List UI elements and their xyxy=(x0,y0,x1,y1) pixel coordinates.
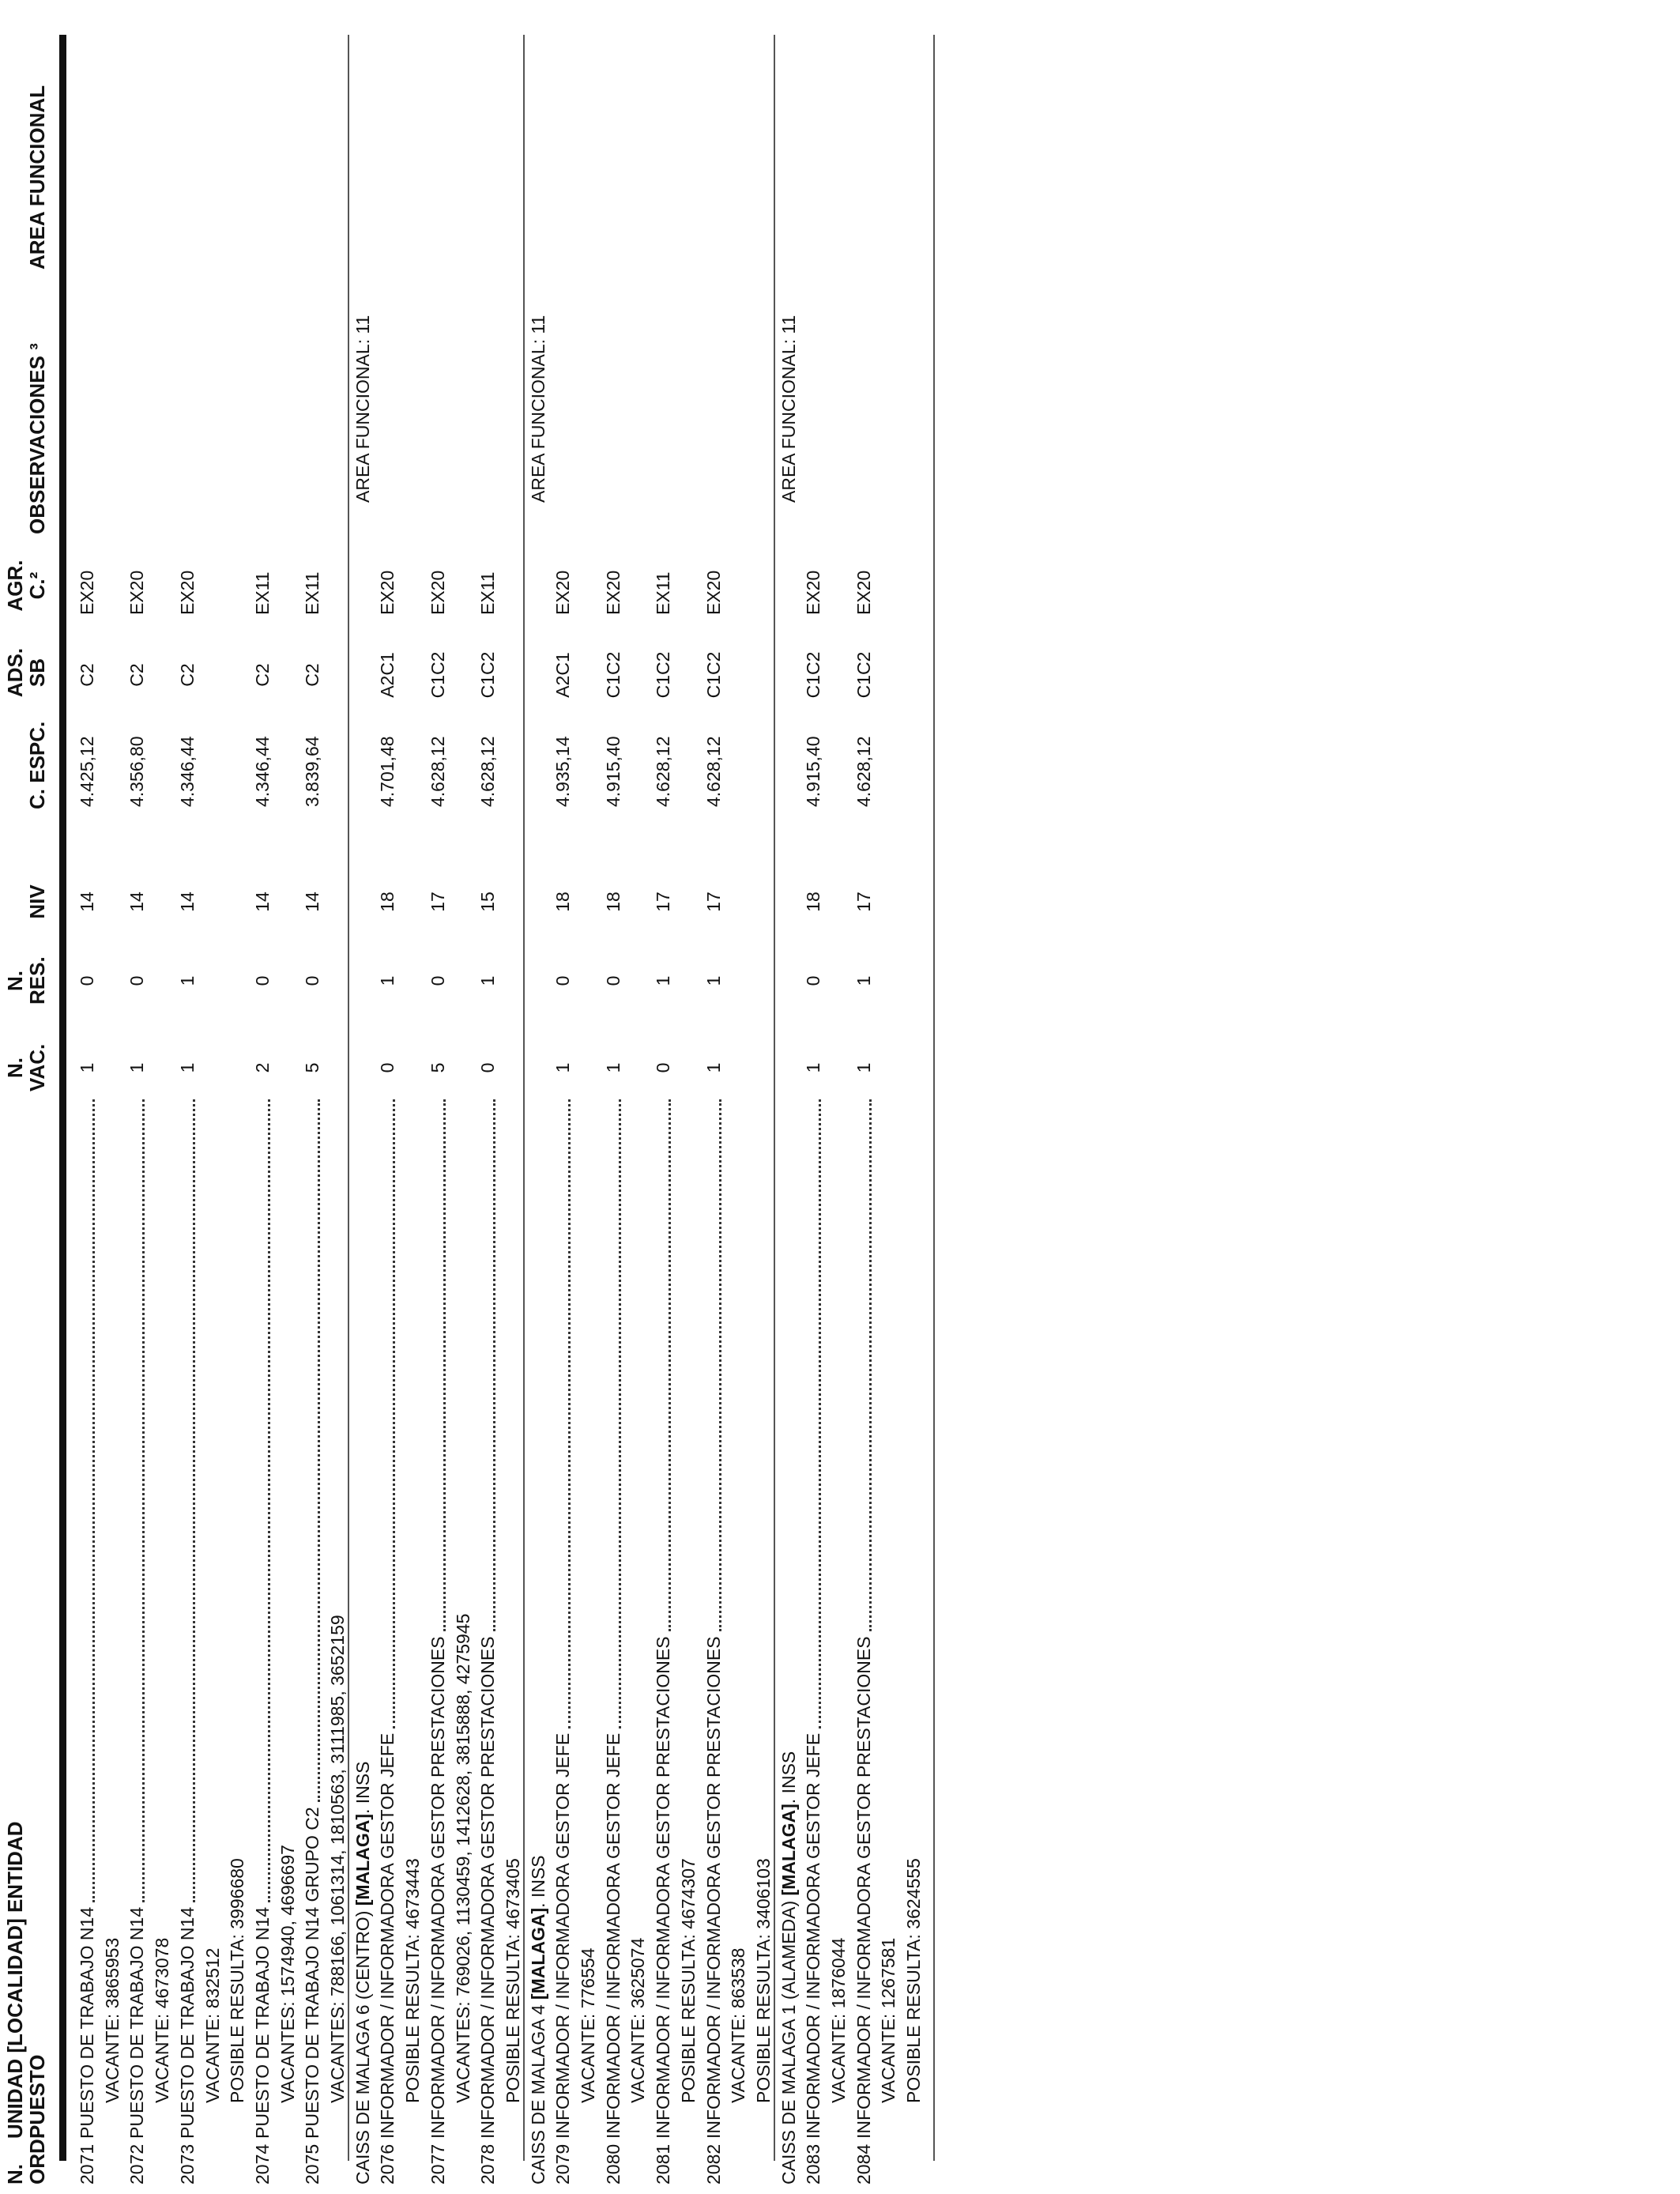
order-number: 2081 xyxy=(653,2143,674,2185)
niv-value: 17 xyxy=(853,892,874,912)
area-funcional-value: AREA FUNCIONAL: 11 xyxy=(778,315,799,503)
unit-entity: . INSS xyxy=(527,1855,548,1908)
dot-leader xyxy=(819,1099,821,1728)
post-detail: VACANTES: 769026, 1130459, 1412628, 3815888, 4275945 xyxy=(452,1613,473,2103)
area-funcional-value: AREA FUNCIONAL: 11 xyxy=(352,315,373,503)
n-vac-value: 1 xyxy=(853,1062,874,1073)
unit-locality: [MALAGA] xyxy=(778,1804,799,1896)
n-res-value: 0 xyxy=(602,975,623,986)
post-title: PUESTO DE TRABAJO N14 xyxy=(126,1906,148,2139)
c-espc-value: 4.628,12 xyxy=(477,736,499,807)
n-vac-value: 1 xyxy=(703,1062,724,1073)
header-niv: NIV xyxy=(25,884,49,919)
ads-sb-value: C1C2 xyxy=(427,651,448,699)
niv-value: 14 xyxy=(251,892,273,912)
post-detail: VACANTES: 788166, 1061314, 1810563, 3111985, 3652159 xyxy=(327,1615,348,2103)
area-funcional-value: AREA FUNCIONAL: 11 xyxy=(527,315,548,503)
niv-value: 14 xyxy=(126,892,148,912)
agr-c-value: EX11 xyxy=(251,571,273,615)
ads-sb-value: C1C2 xyxy=(602,651,623,699)
dot-leader xyxy=(393,1099,395,1728)
post-detail: POSIBLE RESULTA: 3996680 xyxy=(227,1858,248,2103)
dot-leader xyxy=(669,1099,671,1631)
dot-leader xyxy=(318,1099,320,1802)
section-divider xyxy=(348,35,349,2161)
post-title: INFORMADOR / INFORMADORA GESTOR PRESTACIONES xyxy=(853,1636,874,2139)
header-n-ord: N. ORD. xyxy=(3,2133,49,2185)
post-title: INFORMADOR / INFORMADORA GESTOR PRESTACIONES xyxy=(703,1636,724,2139)
c-espc-value: 4.356,80 xyxy=(126,736,148,807)
c-espc-value: 4.628,12 xyxy=(853,736,874,807)
post-detail: VACANTES: 1574940, 4696697 xyxy=(277,1845,298,2103)
n-res-value: 0 xyxy=(552,975,574,986)
dot-leader xyxy=(142,1099,145,1902)
order-number: 2079 xyxy=(552,2143,574,2185)
n-res-value: 0 xyxy=(427,975,448,986)
agr-c-value: EX11 xyxy=(653,571,674,615)
post-title: INFORMADOR / INFORMADORA GESTOR JEFE xyxy=(552,1732,574,2139)
unit-name: CAISS DE MALAGA 4 xyxy=(527,2000,548,2185)
ads-sb-value: C2 xyxy=(251,663,273,687)
c-espc-value: 3.839,64 xyxy=(302,736,323,807)
ads-sb-value: A2C1 xyxy=(552,652,574,698)
order-number: 2082 xyxy=(703,2143,724,2185)
order-number: 2073 xyxy=(176,2143,198,2185)
post-title: INFORMADOR / INFORMADORA GESTOR JEFE xyxy=(602,1732,623,2139)
n-res-value: 1 xyxy=(703,975,724,986)
order-number: 2075 xyxy=(302,2143,323,2185)
ads-sb-value: C2 xyxy=(176,663,198,687)
dot-leader xyxy=(493,1099,495,1631)
order-number: 2074 xyxy=(251,2143,273,2185)
niv-value: 14 xyxy=(302,892,323,912)
n-vac-value: 0 xyxy=(653,1062,674,1073)
header-n-res: N. RES. xyxy=(3,956,49,1005)
unit-heading xyxy=(528,1855,548,2185)
unit-entity: . INSS xyxy=(778,1751,799,1804)
ads-sb-value: C1C2 xyxy=(653,651,674,699)
section-divider xyxy=(774,35,775,2161)
n-vac-value: 2 xyxy=(251,1062,273,1073)
n-res-value: 1 xyxy=(477,975,499,986)
post-title: PUESTO DE TRABAJO N14 GRUPO C2 xyxy=(302,1807,323,2139)
agr-c-value: EX20 xyxy=(803,570,824,615)
post-detail: VACANTE: 1876044 xyxy=(828,1937,849,2103)
header-area-funcional: AREA FUNCIONAL xyxy=(25,85,49,270)
c-espc-value: 4.346,44 xyxy=(176,736,198,807)
ads-sb-value: C2 xyxy=(302,663,323,687)
ads-sb-value: C2 xyxy=(77,663,97,687)
niv-value: 17 xyxy=(427,892,448,912)
header-agr-c: AGR. C.² xyxy=(3,560,49,612)
n-vac-value: 1 xyxy=(126,1062,148,1073)
order-number: 2076 xyxy=(377,2143,398,2185)
dot-leader xyxy=(568,1099,571,1728)
post-detail: VACANTE: 1267581 xyxy=(878,1937,899,2103)
post-detail: POSIBLE RESULTA: 3624555 xyxy=(903,1858,925,2103)
n-res-value: 0 xyxy=(302,975,323,986)
agr-c-value: EX20 xyxy=(126,570,148,615)
n-vac-value: 1 xyxy=(552,1062,574,1073)
unit-locality: [MALAGA] xyxy=(527,1907,548,2000)
order-number: 2084 xyxy=(853,2143,874,2185)
niv-value: 15 xyxy=(477,892,499,912)
agr-c-value: EX20 xyxy=(176,570,198,615)
agr-c-value: EX20 xyxy=(377,570,398,615)
ads-sb-value: C1C2 xyxy=(803,651,824,699)
post-title: INFORMADOR / INFORMADORA GESTOR JEFE xyxy=(803,1732,824,2139)
header-observaciones: OBSERVACIONES ³ xyxy=(25,343,49,534)
dot-leader xyxy=(443,1099,446,1631)
dot-leader xyxy=(869,1099,872,1631)
niv-value: 14 xyxy=(77,892,97,912)
order-number: 2072 xyxy=(126,2143,148,2185)
order-number: 2080 xyxy=(602,2143,623,2185)
header-unidad: UNIDAD [LOCALIDAD] ENTIDAD PUESTO xyxy=(3,1821,49,2139)
post-detail: VACANTE: 776554 xyxy=(578,1947,598,2103)
post-detail: POSIBLE RESULTA: 4673405 xyxy=(502,1858,523,2103)
niv-value: 18 xyxy=(803,892,824,912)
n-res-value: 1 xyxy=(653,975,674,986)
dot-leader xyxy=(268,1099,270,1902)
c-espc-value: 4.346,44 xyxy=(251,736,273,807)
agr-c-value: EX20 xyxy=(552,570,574,615)
c-espc-value: 4.628,12 xyxy=(703,736,724,807)
ads-sb-value: A2C1 xyxy=(377,652,398,698)
post-title: PUESTO DE TRABAJO N14 xyxy=(176,1906,198,2139)
section-divider xyxy=(523,35,525,2161)
n-vac-value: 5 xyxy=(427,1062,448,1073)
dot-leader xyxy=(719,1099,721,1631)
n-vac-value: 5 xyxy=(302,1062,323,1073)
post-detail: VACANTE: 863538 xyxy=(728,1947,749,2103)
post-detail: VACANTE: 4673078 xyxy=(152,1937,173,2103)
header-c-espc: C. ESPC. xyxy=(25,721,49,809)
n-vac-value: 1 xyxy=(176,1062,198,1073)
agr-c-value: EX20 xyxy=(853,570,874,615)
post-detail: VACANTE: 3865953 xyxy=(101,1937,122,2103)
agr-c-value: EX11 xyxy=(477,571,499,615)
post-title: INFORMADOR / INFORMADORA GESTOR PRESTACIONES xyxy=(427,1636,448,2139)
header-ads-sb: ADS. SB xyxy=(3,647,49,698)
order-number: 2077 xyxy=(427,2143,448,2185)
post-detail: VACANTE: 3625074 xyxy=(627,1937,649,2103)
niv-value: 18 xyxy=(602,892,623,912)
n-res-value: 0 xyxy=(126,975,148,986)
c-espc-value: 4.701,48 xyxy=(377,736,398,807)
table-end-rule xyxy=(933,35,935,2161)
unit-locality: [MALAGA] xyxy=(352,1814,373,1906)
post-detail: POSIBLE RESULTA: 4673443 xyxy=(402,1858,424,2103)
unit-name: CAISS DE MALAGA 1 (ALAMEDA) xyxy=(778,1895,799,2185)
order-number: 2078 xyxy=(477,2143,499,2185)
post-title: PUESTO DE TRABAJO N14 xyxy=(77,1906,97,2139)
c-espc-value: 4.425,12 xyxy=(77,736,97,807)
agr-c-value: EX20 xyxy=(602,570,623,615)
n-res-value: 1 xyxy=(176,975,198,986)
ads-sb-value: C1C2 xyxy=(477,651,499,699)
c-espc-value: 4.628,12 xyxy=(427,736,448,807)
order-number: 2083 xyxy=(803,2143,824,2185)
n-res-value: 0 xyxy=(77,975,97,986)
c-espc-value: 4.915,40 xyxy=(602,736,623,807)
post-title: PUESTO DE TRABAJO N14 xyxy=(251,1906,273,2139)
dot-leader xyxy=(92,1099,95,1902)
post-title: INFORMADOR / INFORMADORA GESTOR PRESTACIONES xyxy=(653,1636,674,2139)
ads-sb-value: C1C2 xyxy=(703,651,724,699)
post-detail: VACANTE: 832512 xyxy=(202,1947,223,2103)
post-detail: POSIBLE RESULTA: 4674307 xyxy=(677,1858,699,2103)
c-espc-value: 4.628,12 xyxy=(653,736,674,807)
post-title: INFORMADOR / INFORMADORA GESTOR PRESTACIONES xyxy=(477,1636,499,2139)
n-vac-value: 1 xyxy=(77,1062,97,1073)
post-title: INFORMADOR / INFORMADORA GESTOR JEFE xyxy=(377,1732,398,2139)
n-vac-value: 1 xyxy=(803,1062,824,1073)
ads-sb-value: C1C2 xyxy=(853,651,874,699)
niv-value: 17 xyxy=(703,892,724,912)
n-vac-value: 0 xyxy=(477,1062,499,1073)
dot-leader xyxy=(619,1099,621,1728)
niv-value: 14 xyxy=(176,892,198,912)
header-rule xyxy=(59,35,66,2161)
unit-entity: . INSS xyxy=(352,1761,373,1814)
unit-name: CAISS DE MALAGA 6 (CENTRO) xyxy=(352,1906,373,2185)
header-n-vac: N. VAC. xyxy=(3,1043,49,1091)
n-res-value: 0 xyxy=(251,975,273,986)
agr-c-value: EX20 xyxy=(427,570,448,615)
n-vac-value: 1 xyxy=(602,1062,623,1073)
c-espc-value: 4.915,40 xyxy=(803,736,824,807)
niv-value: 18 xyxy=(552,892,574,912)
agr-c-value: EX11 xyxy=(302,571,323,615)
ads-sb-value: C2 xyxy=(126,663,148,687)
order-number: 2071 xyxy=(77,2143,97,2185)
n-vac-value: 0 xyxy=(377,1062,398,1073)
dot-leader xyxy=(193,1099,195,1902)
n-res-value: 1 xyxy=(377,975,398,986)
n-res-value: 0 xyxy=(803,975,824,986)
c-espc-value: 4.935,14 xyxy=(552,736,574,807)
unit-heading xyxy=(352,1762,373,2185)
niv-value: 17 xyxy=(653,892,674,912)
n-res-value: 1 xyxy=(853,975,874,986)
post-detail: POSIBLE RESULTA: 3406103 xyxy=(752,1858,774,2103)
agr-c-value: EX20 xyxy=(77,570,97,615)
unit-heading xyxy=(778,1751,799,2185)
agr-c-value: EX20 xyxy=(703,570,724,615)
niv-value: 18 xyxy=(377,892,398,912)
